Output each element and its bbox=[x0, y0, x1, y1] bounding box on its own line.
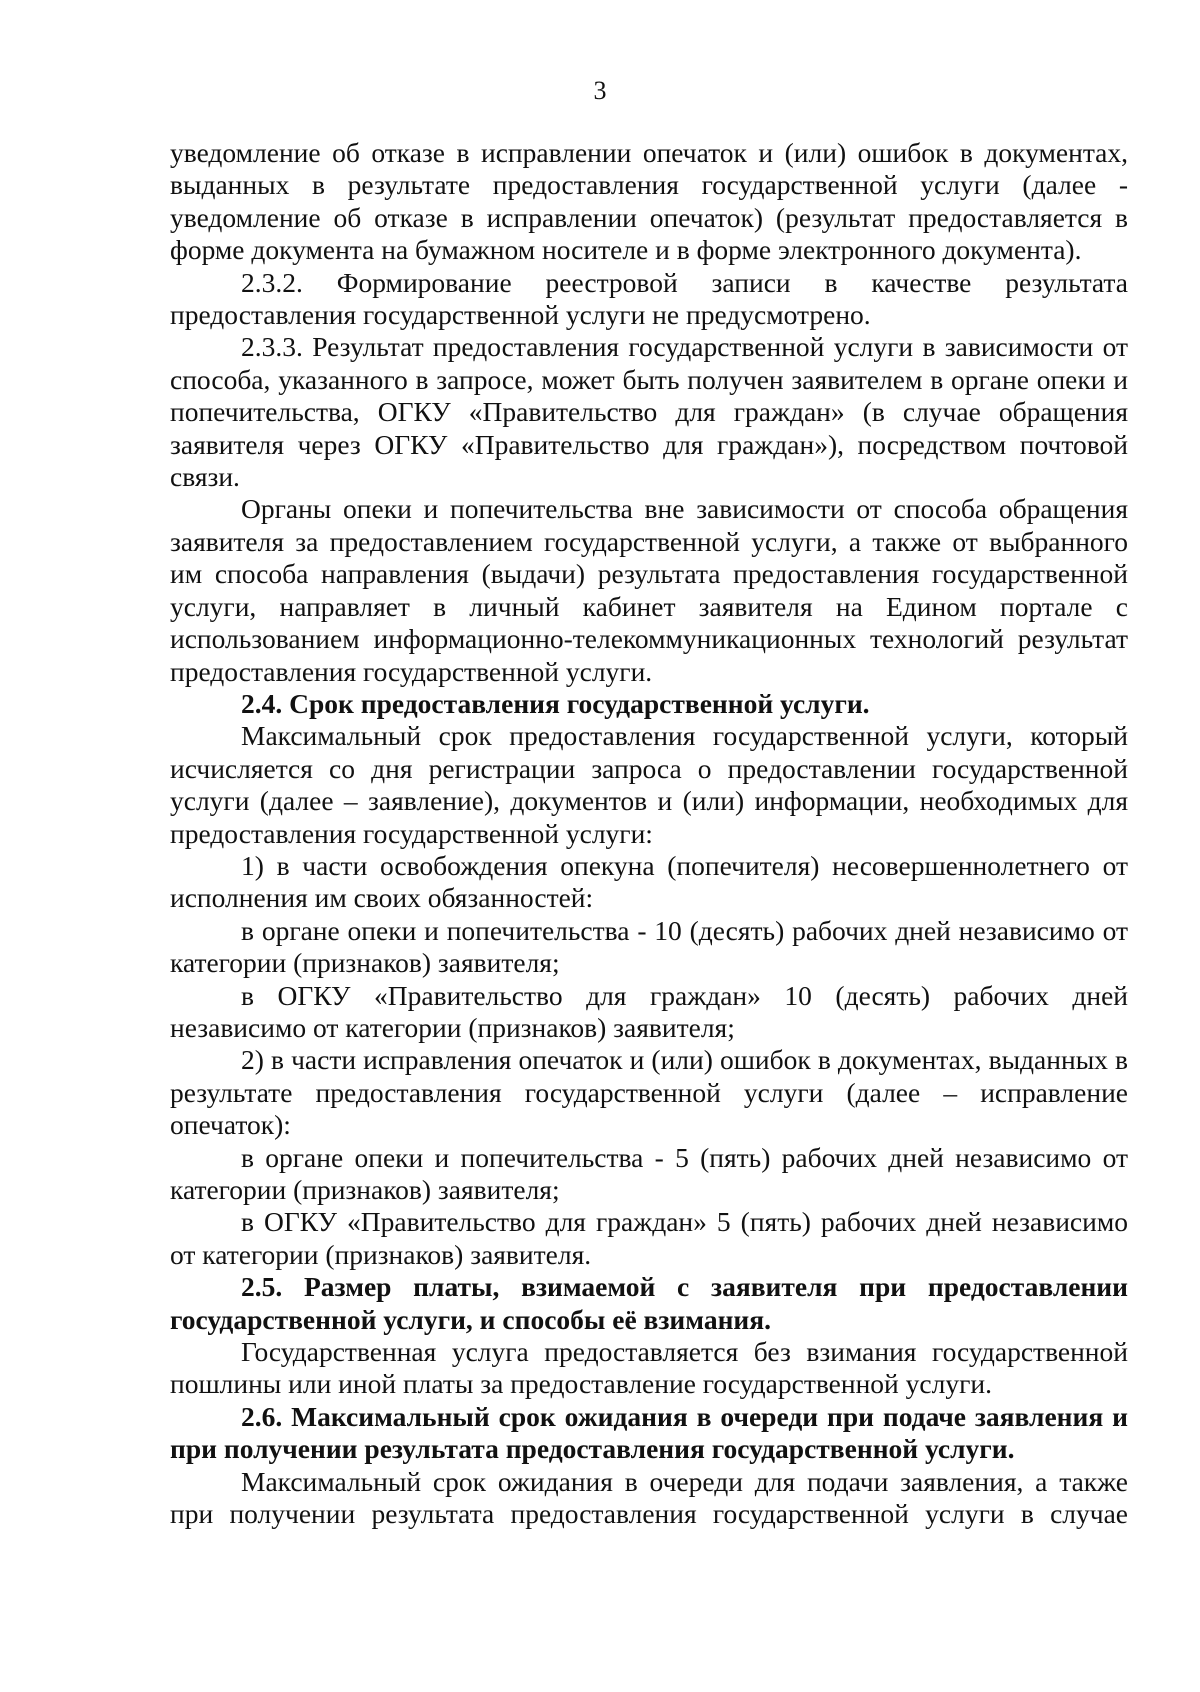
paragraph: в органе опеки и попечительства - 5 (пять) рабочих дней независимо от категории (признаков) заявителя; bbox=[170, 1141, 1128, 1205]
list-item: 2) в части исправления опечаток и (или) ошибок в документах, выданных в результате предоставления государственной услуги (далее – исправление опечаток): bbox=[170, 1044, 1128, 1141]
paragraph: Максимальный срок предоставления государственной услуги, который исчисляется со дня регистрации запроса о предоставлении государственной услуги (далее – заявление), документов и (или) информации, необходимых для предоставления государственной услуги: bbox=[170, 720, 1128, 849]
paragraph: уведомление об отказе в исправлении опечаток и (или) ошибок в документах, выданных в результате предоставления государственной услуги (далее - уведомление об отказе в исправлении опечаток) (результат предоставляется в форме документа на бумажном носителе и в форме электронного документа). bbox=[170, 137, 1128, 266]
paragraph: в органе опеки и попечительства - 10 (десять) рабочих дней независимо от категории (признаков) заявителя; bbox=[170, 914, 1128, 979]
list-item: 1) в части освобождения опекуна (попечителя) несовершеннолетнего от исполнения им своих обязанностей: bbox=[170, 849, 1128, 914]
paragraph: Государственная услуга предоставляется без взимания государственной пошлины или иной платы за предоставление государственной услуги. bbox=[170, 1336, 1128, 1400]
page-number: 3 bbox=[593, 76, 607, 105]
document-body bbox=[170, 137, 1128, 1530]
paragraph: Максимальный срок ожидания в очереди для подачи заявления, а также при получении результата предоставления государственной услуги в случае bbox=[170, 1465, 1128, 1530]
paragraph: в ОГКУ «Правительство для граждан» 5 (пять) рабочих дней независимо от категории (признаков) заявителя. bbox=[170, 1206, 1128, 1270]
section-heading: 2.4. Срок предоставления государственной услуги. bbox=[241, 687, 870, 719]
paragraph: в ОГКУ «Правительство для граждан» 10 (десять) рабочих дней независимо от категории (признаков) заявителя; bbox=[170, 979, 1128, 1043]
paragraph: 2.3.3. Результат предоставления государственной услуги в зависимости от способа, указанного в запросе, может быть получен заявителем в органе опеки и попечительства, ОГКУ «Правительство для граждан» (в случае обращения заявителя через ОГКУ «Правительство для граждан»), посредством почтовой связи. bbox=[170, 331, 1128, 493]
paragraph: Органы опеки и попечительства вне зависимости от способа обращения заявителя за предоставлением государственной услуги, а также от выбранного им способа направления (выдачи) результата предоставления государственной услуги, направляет в личный кабинет заявителя на Едином портале с использованием информационно-телекоммуникационных технологий результат предоставления государственной услуги. bbox=[170, 493, 1128, 687]
section-heading: 2.5. Размер платы, взимаемой с заявителя при предоставлении государственной услуги, и способы её взимания. bbox=[170, 1271, 1128, 1335]
section-heading: 2.6. Максимальный срок ожидания в очереди при подаче заявления и при получении результата предоставления государственной услуги. bbox=[170, 1400, 1128, 1465]
paragraph: 2.3.2. Формирование реестровой записи в качестве результата предоставления государственной услуги не предусмотрено. bbox=[170, 266, 1128, 331]
